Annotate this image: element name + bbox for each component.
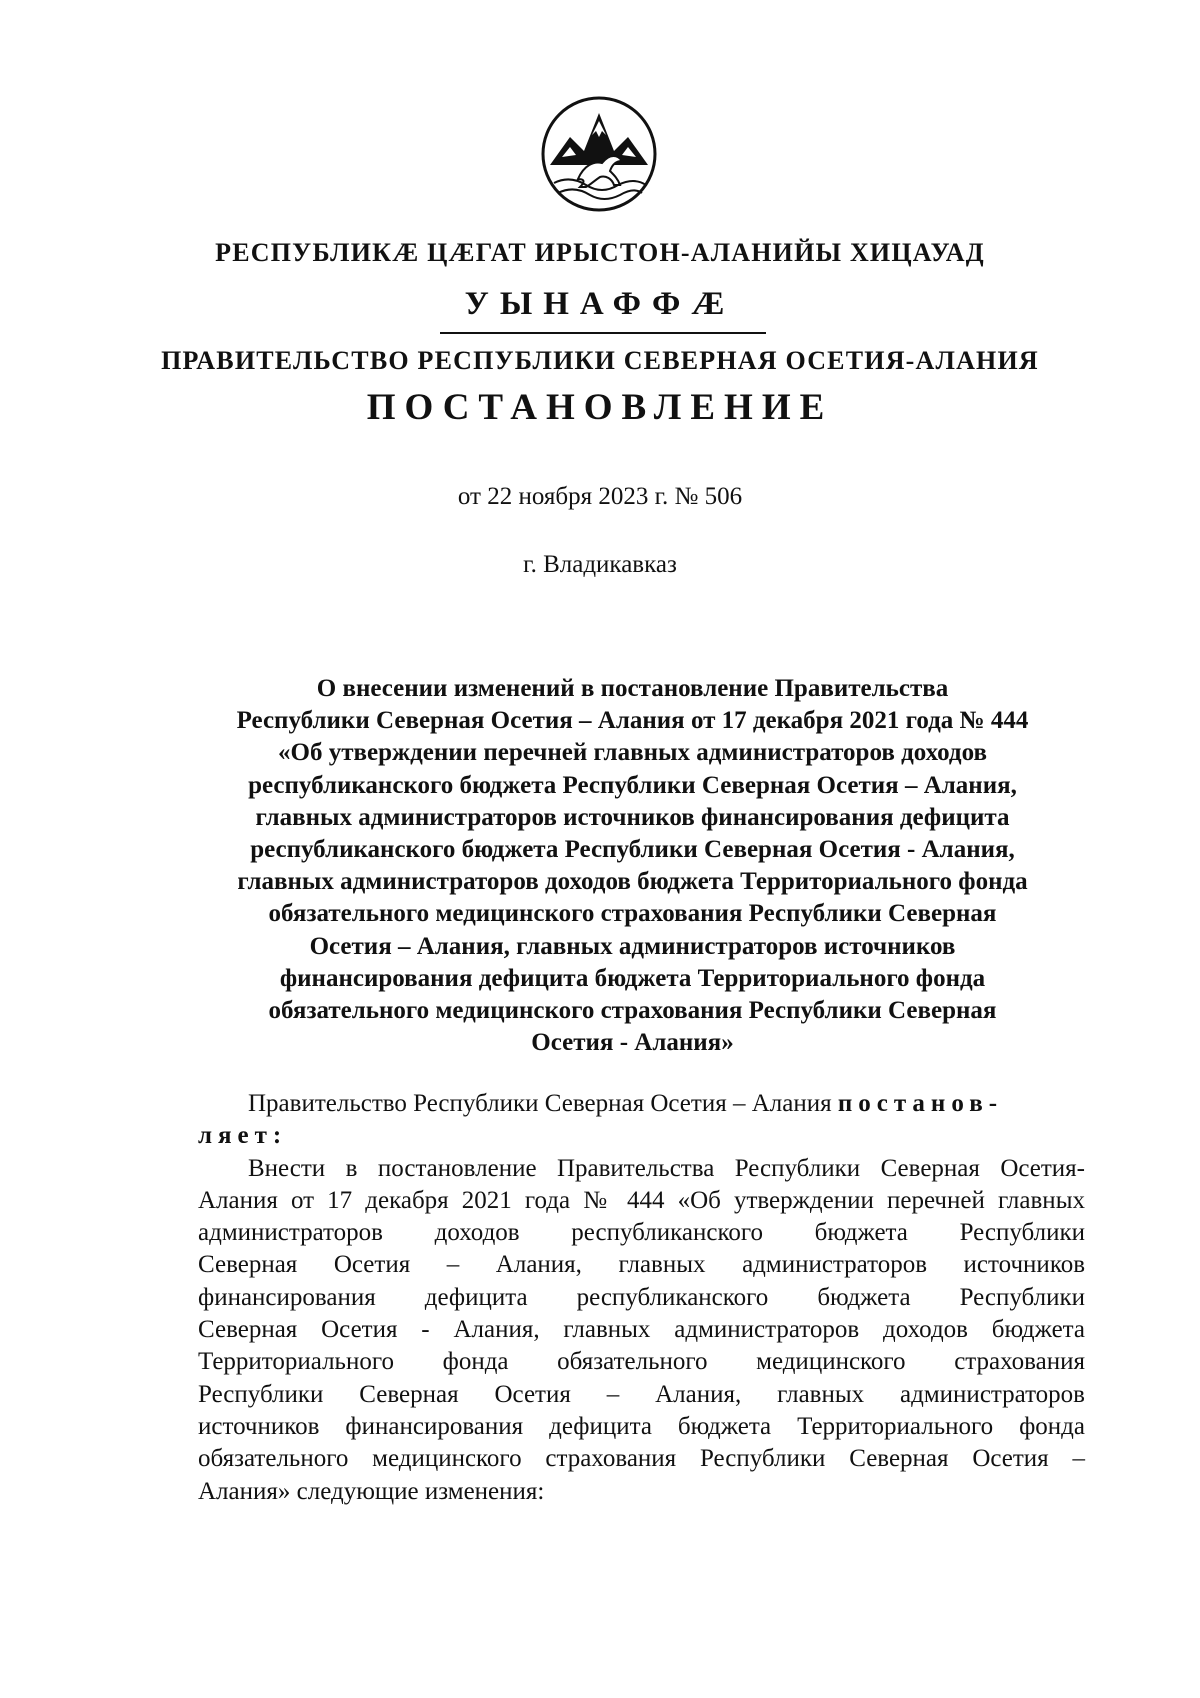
- body-line: Северная Осетия - Алания, главных администраторов доходов бюджета: [198, 1316, 1085, 1344]
- body-spaced-word: ляет:: [198, 1122, 288, 1150]
- title-line: Осетия - Алания»: [531, 1029, 734, 1057]
- title-line: О внесении изменений в постановление Правительства: [316, 675, 949, 702]
- document-date-number: от 22 ноября 2023 г. № 506: [457, 483, 743, 510]
- russian-government-title: ПРАВИТЕЛЬСТВО РЕСПУБЛИКИ СЕВЕРНАЯ ОСЕТИЯ-АЛАНИЯ: [161, 346, 1039, 375]
- title-line: республиканского бюджета Республики Северная Осетия – Алания,: [248, 771, 1017, 799]
- document-city: г. Владикавказ: [523, 551, 677, 578]
- title-line: Республики Северная Осетия – Алания от 17 декабря 2021 года № 444: [236, 707, 1029, 735]
- body-spaced-word: постанов-: [837, 1090, 1004, 1117]
- ossetian-government-title: РЕСПУБЛИКÆ ЦÆГАТ ИРЫСТОН-АЛАНИЙЫ ХИЦАУАД: [215, 238, 985, 267]
- body-line: Территориального фонда обязательного медицинского страхования: [198, 1348, 1085, 1376]
- russian-document-type: ПОСТАНОВЛЕНИЕ: [366, 387, 834, 428]
- title-line: «Об утверждении перечней главных администраторов доходов: [278, 739, 987, 767]
- body-line: обязательного медицинского страхования Республики Северная Осетия –: [198, 1445, 1085, 1473]
- title-line: главных администраторов доходов бюджета Территориального фонда: [237, 868, 1028, 896]
- body-line: Республики Северная Осетия – Алания, главных администраторов: [198, 1380, 1085, 1408]
- body-text: Правительство Республики Северная Осетия – Алания: [248, 1090, 838, 1117]
- body-line: Алания» следующие изменения:: [198, 1477, 545, 1505]
- title-line: Осетия – Алания, главных администраторов источников: [309, 932, 956, 960]
- title-line: обязательного медицинского страхования Республики Северная: [268, 997, 997, 1025]
- coat-of-arms-icon: [540, 95, 658, 213]
- body-paragraph-1: [198, 1088, 1085, 1120]
- body-line: администраторов доходов республиканского бюджета Республики: [198, 1219, 1085, 1247]
- body-line: Алания от 17 декабря 2021 года № 444 «Об утверждении перечней главных: [198, 1186, 1085, 1214]
- body-line: финансирования дефицита республиканского бюджета Республики: [198, 1283, 1085, 1311]
- title-line: обязательного медицинского страхования Республики Северная: [268, 900, 997, 928]
- ossetian-document-type: УЫНАФФÆ: [464, 286, 736, 322]
- title-line: республиканского бюджета Республики Северная Осетия - Алания,: [250, 836, 1015, 864]
- header-divider: [440, 332, 766, 334]
- title-line: главных администраторов источников финансирования дефицита: [255, 803, 1010, 831]
- title-line: финансирования дефицита бюджета Территориального фонда: [279, 964, 986, 992]
- body-paragraph-1-cont: [198, 1120, 1085, 1152]
- body-line: Северная Осетия – Алания, главных администраторов источников: [198, 1251, 1085, 1279]
- body-line: Внести в постановление Правительства Республики Северная Осетия-: [248, 1154, 1085, 1182]
- resolution-title: [180, 673, 1085, 1059]
- resolution-body: [198, 1088, 1085, 1508]
- body-line: источников финансирования дефицита бюджета Территориального фонда: [198, 1412, 1085, 1440]
